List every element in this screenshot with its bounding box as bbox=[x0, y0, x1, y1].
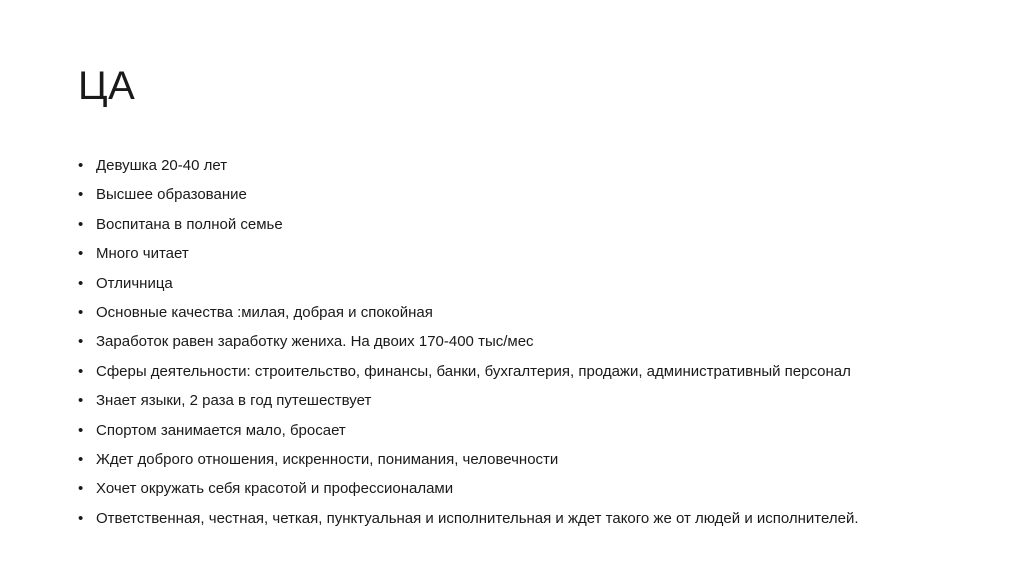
list-item-text: Девушка 20-40 лет bbox=[96, 157, 228, 174]
list-item-text: Воспитана в полной семье bbox=[96, 215, 283, 233]
list-item bbox=[78, 386, 978, 415]
bullet-list bbox=[78, 151, 978, 533]
bullet-icon: • bbox=[78, 333, 84, 351]
list-item bbox=[78, 269, 978, 298]
list-item-text: Хочет окружать себя красотой и профессионалами bbox=[96, 480, 454, 498]
list-item-text: Заработок равен заработку жениха. На двоих 170-400 тыс/мес bbox=[96, 333, 534, 351]
list-item bbox=[78, 416, 978, 445]
bullet-icon: • bbox=[78, 157, 84, 174]
list-item bbox=[78, 357, 978, 386]
list-item-text: Ждет доброго отношения, искренности, понимания, человечности bbox=[96, 450, 559, 468]
list-item-text: Ответственная, честная, четкая, пунктуальная и исполнительная и ждет такого же от людей и исполнителей. bbox=[96, 509, 859, 527]
list-item-text: Основные качества :милая, добрая и спокойная bbox=[96, 303, 433, 321]
list-item bbox=[78, 474, 978, 503]
list-item bbox=[78, 504, 978, 533]
bullet-icon: • bbox=[78, 186, 84, 204]
list-item bbox=[78, 298, 978, 327]
list-item-text: Отличница bbox=[96, 274, 173, 292]
bullet-icon: • bbox=[78, 480, 84, 498]
list-item bbox=[78, 327, 978, 356]
list-item-text: Знает языки, 2 раза в год путешествует bbox=[96, 392, 372, 410]
bullet-icon: • bbox=[78, 303, 84, 321]
list-item-text: Высшее образование bbox=[96, 186, 247, 204]
bullet-icon: • bbox=[78, 421, 84, 439]
bullet-icon: • bbox=[78, 450, 84, 468]
bullet-icon: • bbox=[78, 362, 84, 380]
list-item bbox=[78, 151, 978, 180]
bullet-icon: • bbox=[78, 215, 84, 233]
bullet-icon: • bbox=[78, 392, 84, 410]
slide-title: ЦА bbox=[78, 64, 136, 108]
list-item bbox=[78, 180, 978, 209]
bullet-icon: • bbox=[78, 245, 84, 263]
bullet-icon: • bbox=[78, 509, 84, 527]
list-item bbox=[78, 445, 978, 474]
list-item bbox=[78, 210, 978, 239]
list-item-text: Много читает bbox=[96, 245, 189, 263]
list-item-text: Спортом занимается мало, бросает bbox=[96, 421, 346, 439]
list-item-text: Сферы деятельности: строительство, финансы, банки, бухгалтерия, продажи, административный персонал bbox=[96, 362, 851, 380]
list-item bbox=[78, 239, 978, 268]
bullet-icon: • bbox=[78, 274, 84, 292]
